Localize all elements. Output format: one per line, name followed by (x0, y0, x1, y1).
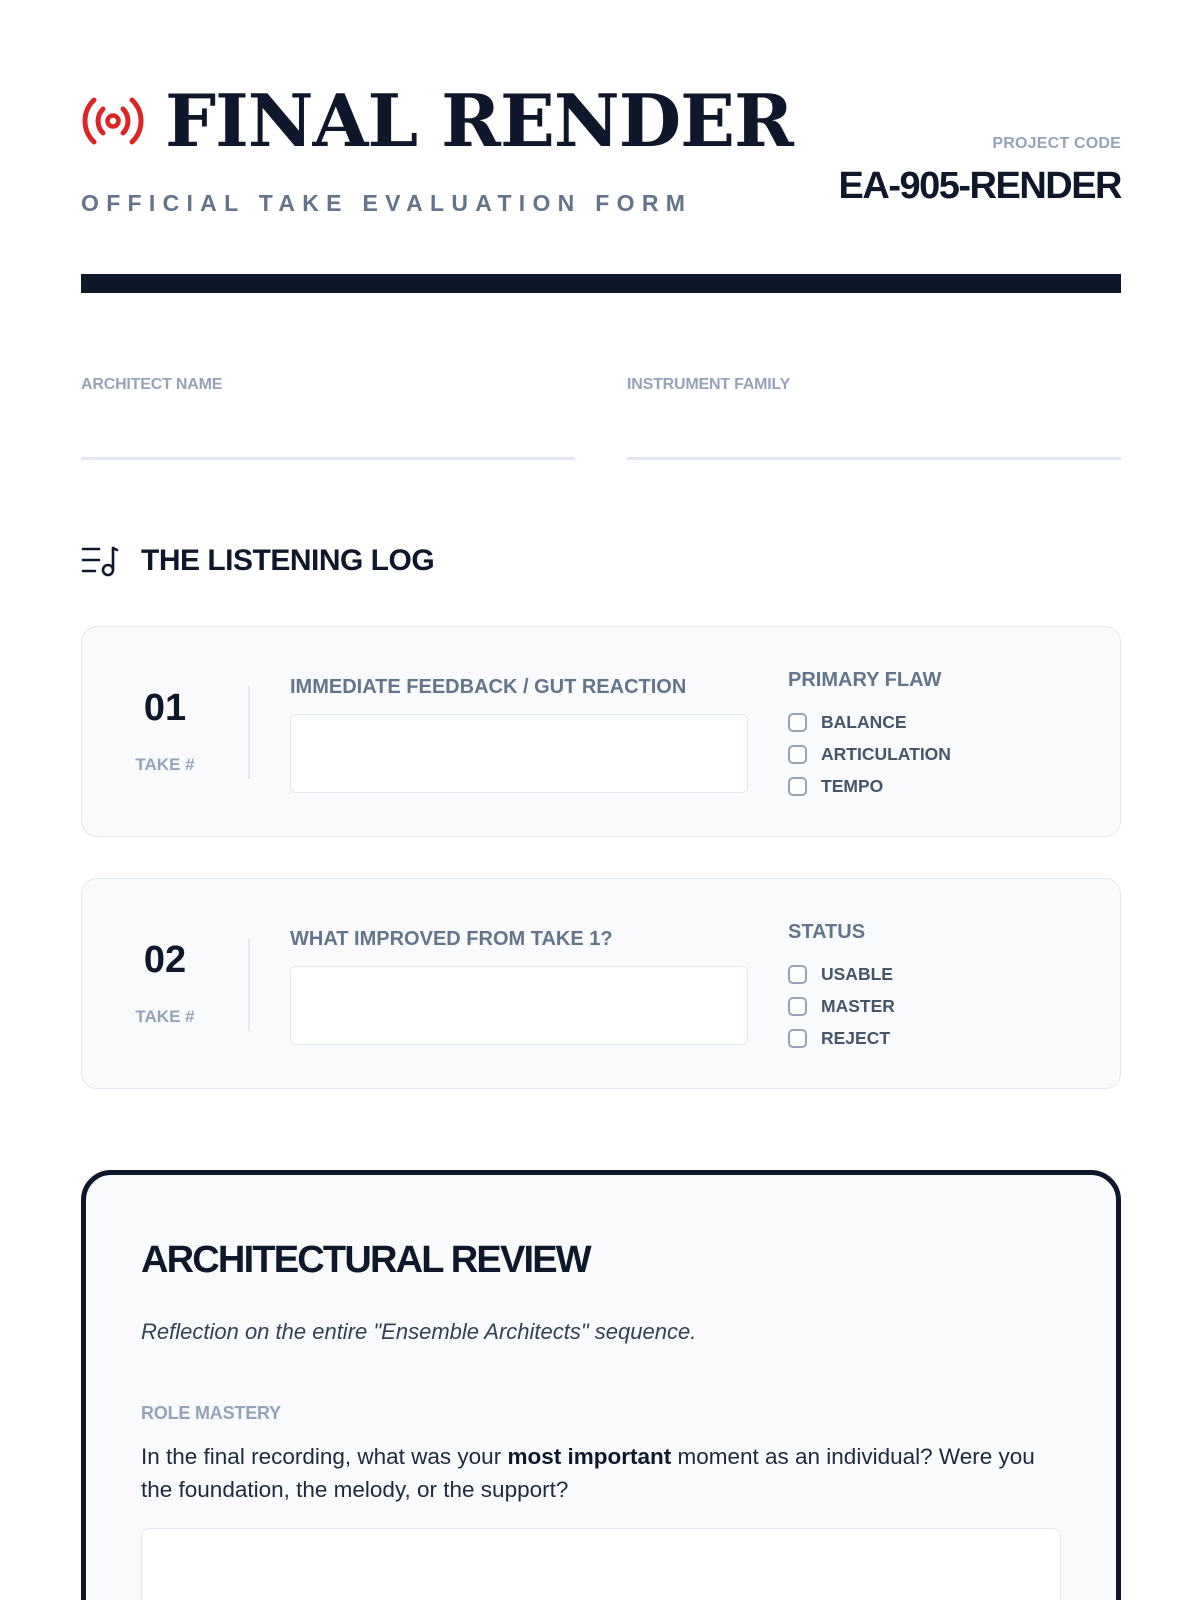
role-mastery-input[interactable] (141, 1528, 1061, 1600)
role-mastery-question (141, 1440, 1041, 1506)
status-title: STATUS (788, 921, 866, 943)
role-question-emphasis: most important (507, 1444, 672, 1469)
listening-log-title: THE LISTENING LOG (141, 544, 435, 577)
option-label: USABLE (821, 963, 893, 984)
gut-reaction-input[interactable] (290, 714, 748, 793)
review-subtitle: Reflection on the entire "Ensemble Architects" sequence. (141, 1319, 697, 1344)
page-title: FINAL RENDER (165, 78, 793, 163)
header-divider (81, 274, 1121, 293)
checkbox-balance[interactable] (788, 713, 807, 732)
status-options (788, 921, 895, 1054)
option-label: BALANCE (821, 711, 907, 732)
role-question-part: In the final recording, what was your (141, 1444, 508, 1469)
architectural-review-card (81, 1170, 1121, 1600)
take-number: 01 (143, 687, 187, 729)
option-articulation[interactable] (788, 738, 951, 770)
review-title: ARCHITECTURAL REVIEW (141, 1239, 590, 1281)
checkbox-tempo[interactable] (788, 777, 807, 796)
project-code-value: EA-905-RENDER (838, 165, 1121, 207)
option-master[interactable] (788, 990, 895, 1022)
take-card-02 (81, 878, 1121, 1089)
take-card-01 (81, 626, 1121, 837)
title-row (81, 80, 793, 162)
architect-name-field[interactable] (81, 376, 575, 460)
improvement-input[interactable] (290, 966, 748, 1045)
checkbox-reject[interactable] (788, 1029, 807, 1048)
architect-name-label: ARCHITECT NAME (81, 376, 223, 393)
option-reject[interactable] (788, 1022, 895, 1054)
take-number: 02 (143, 939, 187, 981)
take-question-label: IMMEDIATE FEEDBACK / GUT REACTION (290, 676, 687, 698)
listening-log-heading (81, 544, 434, 578)
take-divider (248, 686, 250, 779)
project-code-block (839, 135, 1121, 208)
broadcast-icon (81, 89, 145, 153)
form-header (81, 80, 1121, 220)
take-divider (248, 938, 250, 1031)
option-label: ARTICULATION (821, 743, 951, 764)
instrument-family-label: INSTRUMENT FAMILY (627, 376, 791, 393)
option-usable[interactable] (788, 958, 895, 990)
checkbox-master[interactable] (788, 997, 807, 1016)
checkbox-usable[interactable] (788, 965, 807, 984)
page-subtitle: OFFICIAL TAKE EVALUATION FORM (81, 190, 693, 216)
evaluation-form (81, 0, 1121, 1600)
primary-flaw-title: PRIMARY FLAW (788, 669, 942, 691)
option-label: MASTER (821, 995, 895, 1016)
take-number-label: TAKE # (135, 755, 195, 774)
playlist-music-icon (81, 544, 119, 578)
primary-flaw-options (788, 669, 951, 802)
instrument-family-field[interactable] (627, 376, 1121, 460)
option-label: TEMPO (821, 775, 884, 796)
role-question-part: moment as an individual? Were you the foundation, the melody, or the support? (141, 1444, 1035, 1502)
role-mastery-label: ROLE MASTERY (141, 1403, 281, 1423)
take-question-label: WHAT IMPROVED FROM TAKE 1? (290, 928, 613, 950)
take-number-label: TAKE # (135, 1007, 195, 1026)
option-balance[interactable] (788, 706, 951, 738)
project-code-label: PROJECT CODE (992, 135, 1121, 152)
option-tempo[interactable] (788, 770, 951, 802)
instrument-family-input-line[interactable] (627, 457, 1121, 460)
option-label: REJECT (821, 1027, 891, 1048)
checkbox-articulation[interactable] (788, 745, 807, 764)
architect-name-input-line[interactable] (81, 457, 575, 460)
